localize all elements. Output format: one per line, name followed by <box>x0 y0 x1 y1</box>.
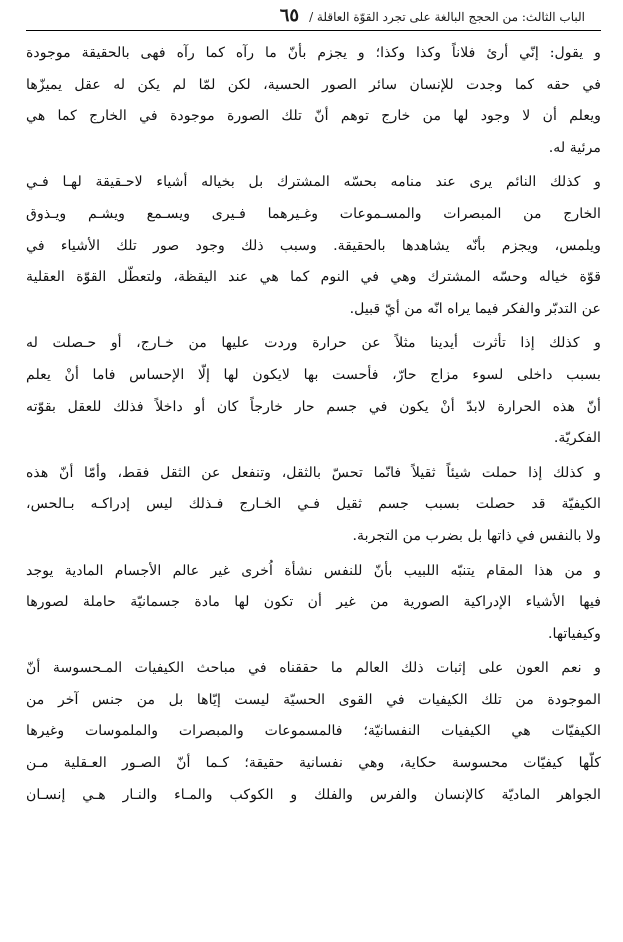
text-line: و كذلك النائم يرى عند منامه بحسّه المشترك بل بخياله أشياء لاحـقيقة لهـا فـي <box>26 174 601 191</box>
chapter-title: الباب الثالث: من الحجج البالغة على تجرد القوّة العاقلة / <box>309 10 585 24</box>
paragraph-5 <box>26 556 601 651</box>
text-line: قوّة خياله وحسّه المشترك وهي في النوم كما هي عند اليقظة، ولتعطّل القوّة العقلية <box>26 269 601 286</box>
text-line: في حقه كما وجدت للإنسان سائر الصور الحسية، لكن لمّا لم يكن له عقل يميزّها <box>26 76 601 93</box>
text-line: وكيفياتها. <box>548 625 601 642</box>
text-line: و يقول: إنّي أرئ فلاناً وكذا وكذا؛ و يجزم بأنّ ما رآه كما رآه فهى بالحقيقة موجودة <box>26 45 601 61</box>
text-line: ولا بالنفس في ذاتها بل بضرب من التجربة. <box>352 527 601 544</box>
text-line: و من هذا المقام يتنبّه اللبيب بأنّ للنفس نشأة اُخرى غير عالم الأجسام المادية يوجد <box>26 562 601 579</box>
text-line: أنّ هذه الحرارة لابدّ أنْ يكون في جسم حار خارجاً كان أو داخلاً فذلك للعقل بقوّته <box>26 398 601 415</box>
text-line: الكيفيّة قد حصلت بسبب جسم ثقيل فـي الخـارج فـذلك ليس إدراكـه بـالحس، <box>26 496 601 513</box>
text-line: كلّها كيفيّات محسوسة حكاية، وهي نفسانية حقيقة؛ كـما أنّ الصـور العـقلية مـن <box>26 755 601 772</box>
text-line: الفكريّة. <box>553 430 601 447</box>
text-line: ويلمس، ويجزم بأنّه يشاهدها بالحقيقة. وسبب ذلك وجود صور تلك الأشياء في <box>26 237 601 254</box>
text-line: الموجودة من تلك الكيفيات في القوى الحسيّة ليست إيّاها بل من جنس آخر من <box>26 691 601 708</box>
text-line: مرئية له. <box>548 139 601 156</box>
text-line: الجواهر الماديّة كالإنسان والفرس والفلك و الكوكب والمـاء والنـار هـي إنسـان <box>26 786 601 803</box>
text-line: فيها الأشياء الإدراكية الصورية من غير أن تكون لها مادة جسمانيّة حاملة لصورها <box>26 594 601 611</box>
text-line: الكيفيّات هي الكيفيات النفسانيّة؛ فالمسموعات والمبصرات والملموسات وغيرها <box>26 723 601 740</box>
paragraph-1 <box>26 38 601 164</box>
paragraph-6 <box>26 653 601 811</box>
running-header <box>26 5 601 31</box>
text-line: و كذلك إذا حملت شيئاً ثقيلاً فانّما تحسّ بالثقل، وتنفعل عن الثقل فقط، وأمّا أنّ هذه <box>26 464 601 481</box>
paragraph-3 <box>26 328 601 454</box>
paragraph-2 <box>26 167 601 325</box>
paragraph-4 <box>26 458 601 553</box>
text-line: الخارج من المبصرات والمسـموعات وغـيرهما فـيرى ويسـمع ويشـم ويـذوق <box>26 205 601 222</box>
text-line: و نعم العون على إثبات ذلك العالم ما حققناه في مباحث الكيفيات المـحسوسة أنّ <box>26 660 601 677</box>
text-line: بسبب داخلى لسوء مزاج حارّ، فأحست بها لايكون لها إلّا الإحساس فاما أنْ يعلم <box>26 366 601 383</box>
text-line: ويعلم أن لا وجود لها من خارج توهم أنّ تلك الصورة موجودة في الخارج كما هي <box>26 108 601 125</box>
text-line: و كذلك إذا تأثرت أيدينا مثلاً عن حرارة وردت عليها من خـارج، أو حـصلت له <box>26 335 601 352</box>
body-text <box>26 38 601 811</box>
text-line: عن التدبّر والفكر فيما يراه انّه من أيّ قبيل. <box>349 300 601 317</box>
page-number: ٦٥ <box>279 5 300 26</box>
